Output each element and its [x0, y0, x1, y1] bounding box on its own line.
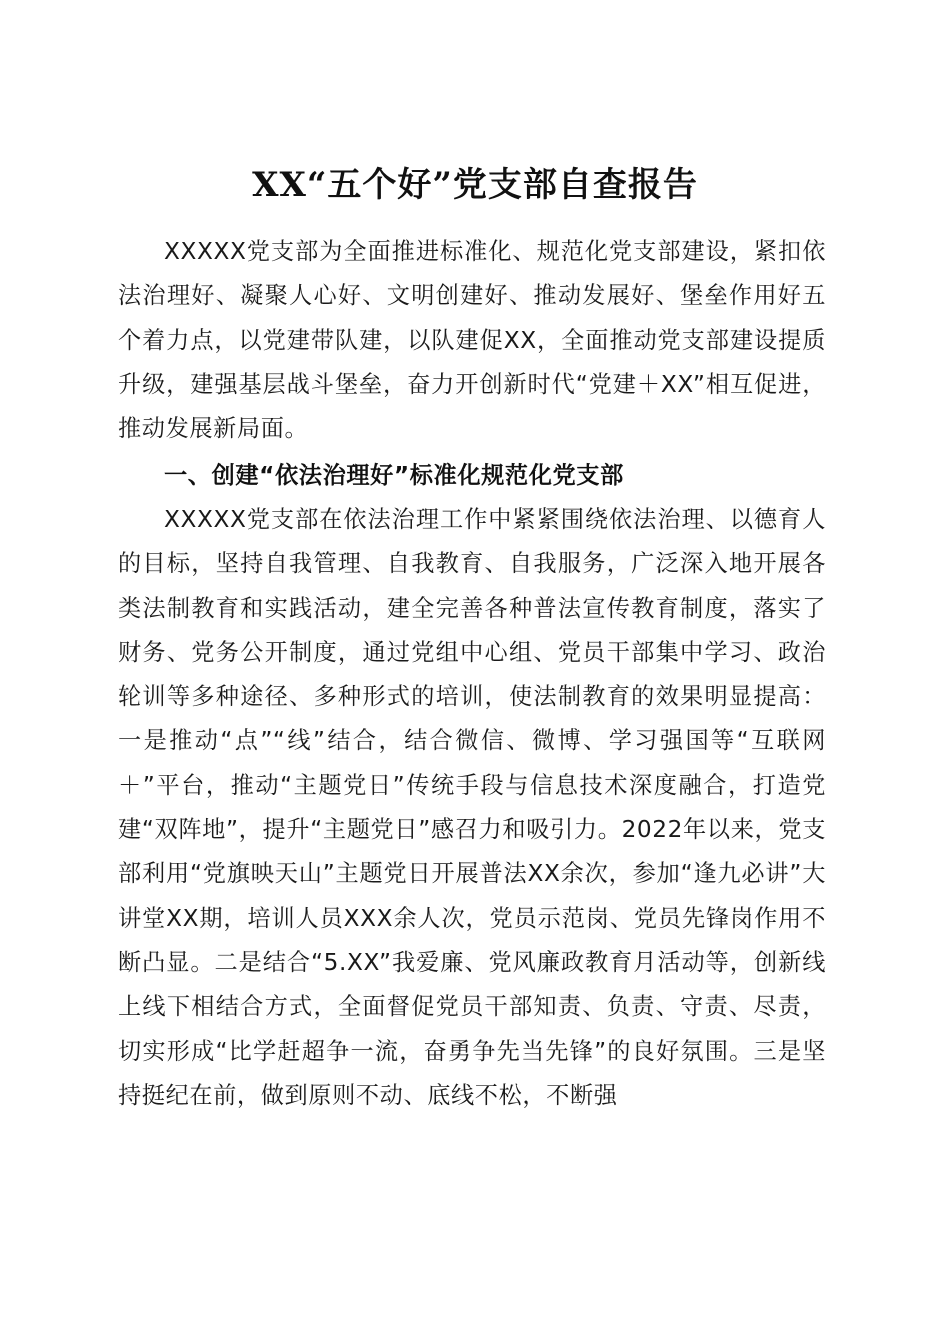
intro-paragraph: XXXXX党支部为全面推进标准化、规范化党支部建设，紧扣依法治理好、凝聚人心好、文明创建好、推动发展好、堡垒作用好五个着力点，以党建带队建，以队建促XX，全面推动党支部建设提质升级，建强基层战斗堡垒，奋力开创新时代“党建＋XX”相互促进，推动发展新局面。 [118, 238, 826, 443]
page-title: XX“五个好”党支部自查报告 [252, 164, 698, 205]
section-1-heading: 一、创建“依法治理好”标准化规范化党支部 [164, 462, 624, 489]
section-1-paragraph: XXXXX党支部在依法治理工作中紧紧围绕依法治理、以德育人的目标，坚持自我管理、自我教育、自我服务，广泛深入地开展各类法制教育和实践活动，建全完善各种普法宣传教育制度，落实了财务、党务公开制度，通过党组中心组、党员干部集中学习、政治轮训等多种途径、多种形式的培训，使法制教育的效果明显提高：一是推动“点”“线”结合，结合微信、微博、学习强国等“互联网＋”平台，推动“主题党日”传统手段与信息技术深度融合，打造党建“双阵地”，提升“主题党日”感召力和吸引力。2022年以来，党支部利用“党旗映天山”主题党日开展普法XX余次，参加“逢九必讲”大讲堂XX期，培训人员XXX余人次，党员示范岗、党员先锋岗作用不断凸显。二是结合“5.XX”我爱廉、党风廉政教育月活动等，创新线上线下相结合方式，全面督促党员干部知责、负责、守责、尽责，切实形成“比学赶超争一流，奋勇争先当先锋”的良好氛围。三是坚持挺纪在前，做到原则不动、底线不松，不断强 [118, 506, 826, 1109]
